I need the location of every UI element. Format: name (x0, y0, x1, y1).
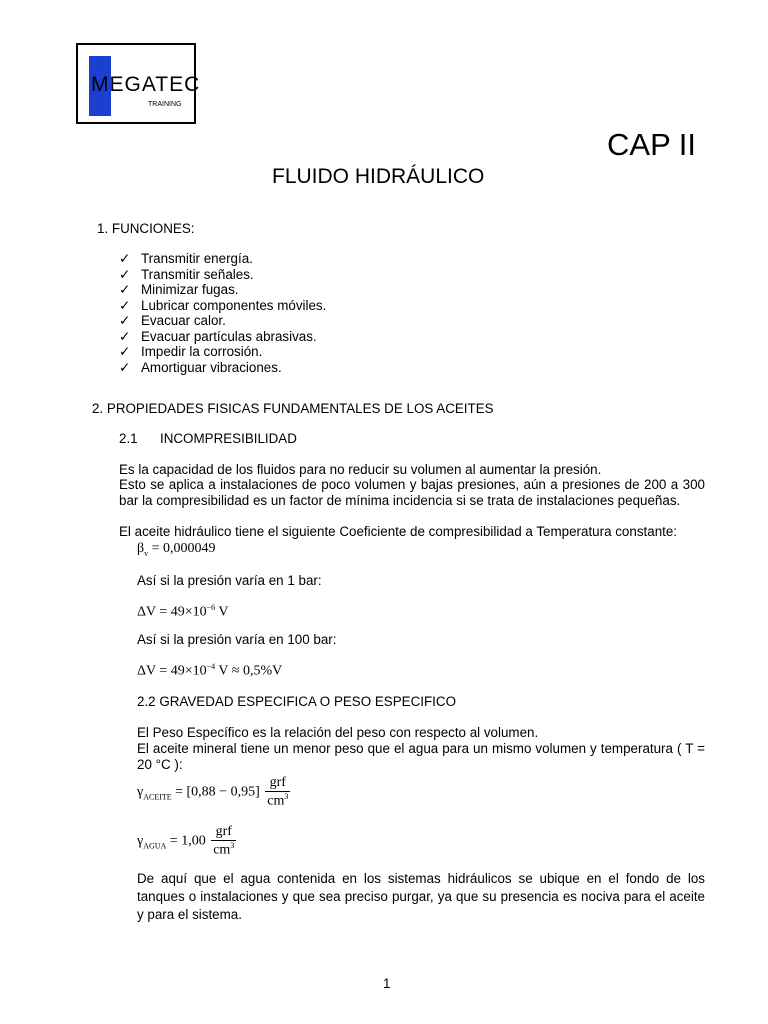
check-icon: ✓ (119, 297, 131, 313)
list-item: ✓ Evacuar calor. (119, 313, 226, 328)
check-icon: ✓ (119, 266, 131, 282)
list-item: ✓ Transmitir energía. (119, 251, 253, 266)
list-item: ✓ Impedir la corrosión. (119, 344, 263, 359)
check-icon: ✓ (119, 313, 131, 328)
chapter-label: CAP II (607, 127, 697, 162)
page-number: 1 (383, 976, 391, 991)
equation-gamma-aceite: $\gamma_{ACEITE} = [0,88 - 0,95]$ $\frac{\text{grf}}{cm^3}$ (137, 775, 289, 809)
equation-caption: Así si la presión varía en 1 bar: (137, 573, 322, 588)
list-item: ✓ Evacuar partículas abrasivas. (119, 328, 317, 344)
equation-delta-v-2: $\Delta V = 49\times 10^{-4}$ V ≈ 0,5%V (137, 662, 283, 679)
check-icon: ✓ (119, 328, 131, 344)
section-1-heading: 1. FUNCIONES: (97, 221, 195, 236)
list-item: ✓ Amortiguar vibraciones. (119, 359, 282, 375)
list-item: ✓ Minimizar fugas. (119, 282, 239, 297)
functions-list (119, 251, 326, 375)
paragraph: De aquí que el agua contenida en los sistemas hidráulicos se ubique en el fondo de los tanques o instalaciones y que sea preciso purgar, ya que su presencia es nociva para el aceite y para el sistema. (137, 871, 705, 922)
check-icon: ✓ (119, 282, 131, 297)
check-icon: ✓ (119, 344, 131, 359)
section-2-heading: 2. PROPIEDADES FISICAS FUNDAMENTALES DE LOS ACEITES (92, 401, 494, 416)
page-title: FLUIDO HIDRÁULICO (272, 165, 485, 188)
check-icon: ✓ (119, 359, 131, 375)
paragraph: Esto se aplica a instalaciones de poco volumen y bajas presiones, aún a presiones de 200 a 300 bar la compresibilidad es un factor de mínima incidencia si se trata de instalaciones pequeñas. (119, 477, 705, 508)
subsection-2-1-title: INCOMPRESIBILIDAD (160, 431, 297, 446)
logo-wordmark: MEGATEC (91, 73, 201, 96)
equation-gamma-agua: $\gamma_{AGUA} = 1,00$ $\frac{\text{grf}}{cm^3}$ (137, 824, 235, 858)
paragraph: El Peso Específico es la relación del peso con respecto al volumen. (137, 725, 539, 740)
equation-caption: Así si la presión varía en 100 bar: (137, 632, 337, 647)
equation-beta: $\beta_v = 0,000049$ (137, 541, 216, 558)
logo-subtitle: TRAINING (148, 101, 182, 108)
list-item: ✓ Lubricar componentes móviles. (119, 297, 327, 313)
equation-delta-v-1: $\Delta V = 49\times 10^{-6}$ V (137, 603, 229, 620)
subsection-2-1-number: 2.1 (119, 431, 138, 446)
check-icon: ✓ (119, 251, 131, 266)
list-item: ✓ Transmitir señales. (119, 266, 254, 282)
paragraph: El aceite mineral tiene un menor peso que el agua para un mismo volumen y temperatura ( T = 20 °C ): (137, 741, 705, 772)
subsection-2-2-title: 2.2 GRAVEDAD ESPECIFICA O PESO ESPECIFICO (137, 694, 456, 709)
paragraph: El aceite hidráulico tiene el siguiente Coeficiente de compresibilidad a Temperatura constante: (119, 524, 678, 539)
paragraph: Es la capacidad de los fluidos para no reducir su volumen al aumentar la presión. (119, 462, 602, 477)
